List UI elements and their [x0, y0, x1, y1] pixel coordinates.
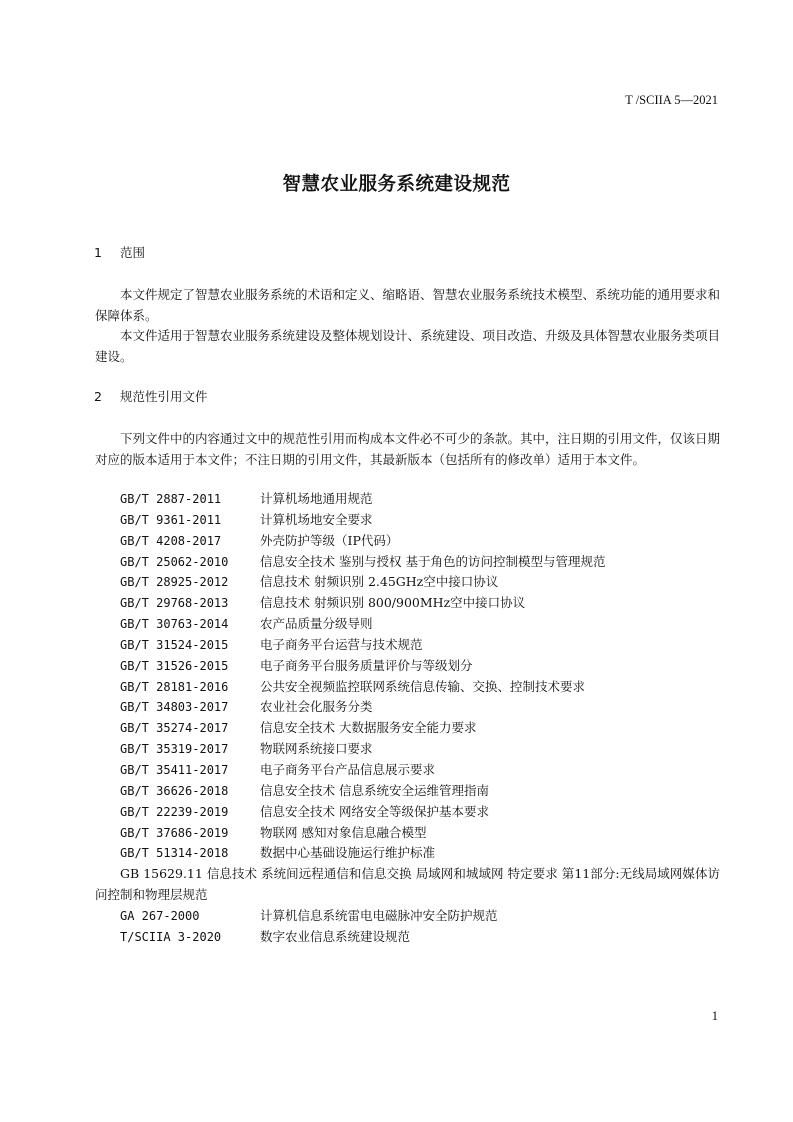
section-heading-normative-references — [94, 387, 208, 405]
section-number: 2 — [94, 389, 102, 404]
reference-item — [95, 802, 720, 823]
document-title: 智慧农业服务系统建设规范 — [282, 174, 511, 195]
scope-paragraph-2 — [95, 325, 720, 367]
reference-text: GB 15629.11 信息技术 系统间远程通信和信息交换 局域网和城域网 特定要求 第11部分:无线局域网媒体访问控制和物理层规范 — [95, 866, 720, 903]
reference-code: GB/T 36626-2018 — [120, 783, 229, 798]
reference-title: 电子商务平台运营与技术规范 — [260, 636, 423, 652]
section-title: 范围 — [119, 245, 145, 260]
reference-title: 外壳防护等级（IP代码） — [260, 532, 399, 548]
reference-title: 计算机信息系统雷电电磁脉冲安全防护规范 — [260, 907, 498, 923]
reference-title: 计算机场地安全要求 — [260, 511, 373, 527]
reference-title: 电子商务平台产品信息展示要求 — [260, 761, 436, 777]
reference-item — [95, 739, 720, 760]
reference-title: 电子商务平台服务质量评价与等级划分 — [260, 657, 473, 673]
reference-item — [95, 823, 720, 844]
reference-code: GB/T 2887-2011 — [120, 492, 222, 506]
reference-code: GB/T 31526-2015 — [120, 658, 229, 673]
reference-item — [95, 760, 720, 781]
references-intro-paragraph — [95, 428, 720, 470]
section-title: 规范性引用文件 — [119, 389, 208, 404]
reference-item-long — [95, 864, 720, 906]
reference-code: GB/T 35274-2017 — [120, 721, 229, 736]
reference-code: GB/T 29768-2013 — [120, 596, 229, 611]
reference-item — [95, 552, 720, 573]
reference-item — [95, 656, 720, 677]
reference-title: 计算机场地通用规范 — [260, 491, 373, 506]
reference-item — [95, 927, 720, 948]
reference-code: GB/T 25062-2010 — [120, 554, 229, 569]
reference-title: 数字农业信息系统建设规范 — [260, 928, 411, 944]
reference-code: GA 267-2000 — [120, 908, 200, 923]
paragraph-text: 下列文件中的内容通过文中的规范性引用而构成本文件必不可少的条款。其中，注日期的引用文件，仅该日期对应的版本适用于本文件；不注日期的引用文件，其最新版本（包括所有的修改单）适用于本文件。 — [95, 431, 721, 467]
reference-code: T/SCIIA 3-2020 — [120, 929, 222, 944]
reference-title: 信息技术 射频识别 800/900MHz空中接口协议 — [260, 595, 526, 611]
reference-title: 信息安全技术 鉴别与授权 基于角色的访问控制模型与管理规范 — [260, 553, 606, 569]
reference-title: 信息安全技术 网络安全等级保护基本要求 — [260, 803, 489, 819]
reference-item — [95, 697, 720, 718]
section-heading-scope — [94, 243, 145, 261]
reference-item — [95, 572, 720, 593]
reference-item — [95, 489, 720, 510]
reference-item — [95, 781, 720, 802]
paragraph-text: 本文件适用于智慧农业服务系统建设及整体规划设计、系统建设、项目改造、升级及具体智慧农业服务类项目建设。 — [95, 328, 721, 364]
reference-code: GB/T 30763-2014 — [120, 617, 229, 632]
reference-code: GB/T 22239-2019 — [120, 804, 229, 819]
reference-code: GB/T 35411-2017 — [120, 762, 229, 777]
reference-title: 信息安全技术 信息系统安全运维管理指南 — [260, 782, 489, 798]
reference-code: GB/T 9361-2011 — [120, 512, 222, 527]
scope-paragraph-1 — [95, 284, 720, 326]
reference-item — [95, 718, 720, 739]
reference-item — [95, 906, 720, 927]
reference-title: 信息技术 射频识别 2.45GHz空中接口协议 — [260, 574, 499, 590]
reference-item — [95, 510, 720, 531]
reference-title: 农产品质量分级导则 — [260, 616, 373, 632]
reference-title: 公共安全视频监控联网系统信息传输、交换、控制技术要求 — [260, 678, 586, 694]
reference-code: GB/T 35319-2017 — [120, 742, 229, 757]
reference-code: GB/T 4208-2017 — [120, 533, 222, 548]
reference-item — [95, 635, 720, 656]
reference-item — [95, 843, 720, 864]
reference-code: GB/T 37686-2019 — [120, 825, 229, 840]
reference-title: 农业社会化服务分类 — [260, 699, 373, 715]
reference-item — [95, 593, 720, 614]
reference-item — [95, 677, 720, 698]
paragraph-text: 本文件规定了智慧农业服务系统的术语和定义、缩略语、智慧农业服务系统技术模型、系统功能的通用要求和保障体系。 — [95, 287, 721, 323]
reference-code: GB/T 28925-2012 — [120, 575, 229, 590]
reference-title: 物联网系统接口要求 — [260, 741, 373, 757]
reference-code: GB/T 51314-2018 — [120, 846, 229, 861]
page-number: 1 — [711, 1009, 718, 1023]
reference-title: 数据中心基础设施运行维护标准 — [260, 845, 436, 861]
reference-list — [95, 489, 720, 948]
document-code: T /SCIIA 5—2021 — [625, 93, 718, 107]
reference-item — [95, 614, 720, 635]
reference-title: 物联网 感知对象信息融合模型 — [260, 824, 427, 840]
section-number: 1 — [94, 245, 102, 260]
reference-code: GB/T 31524-2015 — [120, 637, 229, 652]
reference-title: 信息安全技术 大数据服务安全能力要求 — [260, 720, 477, 736]
reference-code: GB/T 28181-2016 — [120, 679, 229, 694]
reference-code: GB/T 34803-2017 — [120, 700, 229, 715]
reference-item — [95, 531, 720, 552]
